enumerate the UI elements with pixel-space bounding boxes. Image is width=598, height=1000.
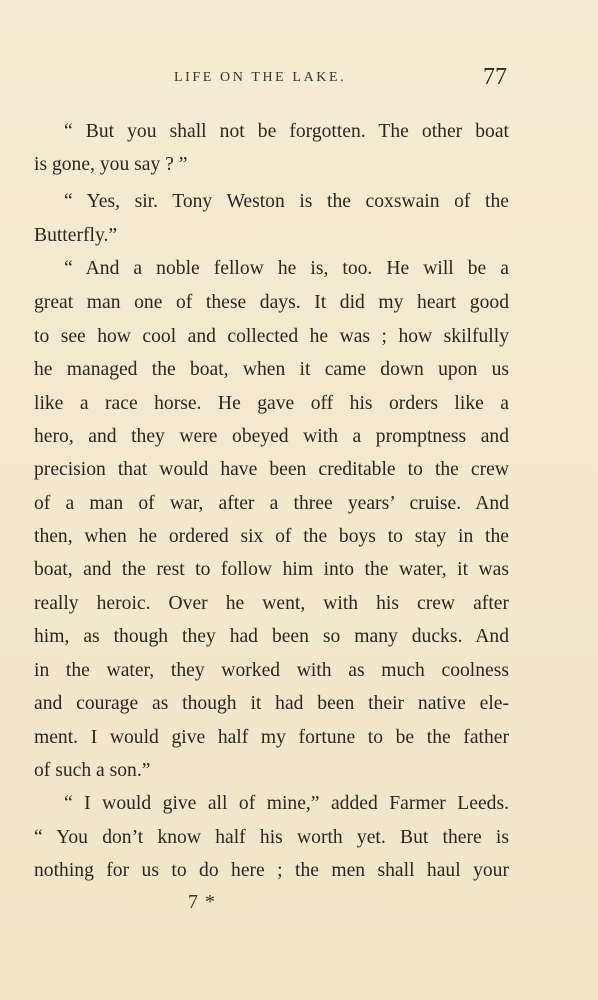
text-line: like a race horse. He gave off his orders like a xyxy=(34,393,509,414)
text-line: of such a son.” xyxy=(34,760,151,781)
text-line: to see how cool and collected he was ; how skilfully xyxy=(34,326,509,347)
text-line: precision that would have been creditable to the crew xyxy=(34,459,509,480)
text-line: ment. I would give half my fortune to be the father xyxy=(34,727,509,748)
text-line: really heroic. Over he went, with his crew after xyxy=(34,593,509,614)
text-line: great man one of these days. It did my heart good xyxy=(34,292,509,313)
text-line: “ Yes, sir. Tony Weston is the coxswain of the xyxy=(64,191,509,212)
text-line: “ But you shall not be forgotten. The other boat xyxy=(64,121,509,142)
text-line: “ You don’t know half his worth yet. But there is xyxy=(34,827,509,848)
text-line: boat, and the rest to follow him into the water, it was xyxy=(34,559,509,580)
text-line: is gone, you say ? ” xyxy=(34,154,188,175)
text-line: and courage as though it had been their native ele- xyxy=(34,693,509,714)
text-line: he managed the boat, when it came down upon us xyxy=(34,359,509,380)
text-line: “ I would give all of mine,” added Farmer Leeds. xyxy=(64,793,509,814)
text-line: then, when he ordered six of the boys to stay in the xyxy=(34,526,509,547)
text-line: in the water, they worked with as much coolness xyxy=(34,660,509,681)
signature-mark: 7 * xyxy=(188,891,216,913)
text-line: nothing for us to do here ; the men shall haul your xyxy=(34,860,509,881)
text-line: of a man of war, after a three years’ cruise. And xyxy=(34,493,509,514)
page-number: 77 xyxy=(483,64,507,90)
text-line: Butterfly.” xyxy=(34,225,118,246)
text-line: “ And a noble fellow he is, too. He will be a xyxy=(64,258,509,279)
text-line: hero, and they were obeyed with a promptness and xyxy=(34,426,509,447)
text-line: him, as though they had been so many ducks. And xyxy=(34,626,509,647)
running-head: LIFE ON THE LAKE. xyxy=(174,70,347,85)
